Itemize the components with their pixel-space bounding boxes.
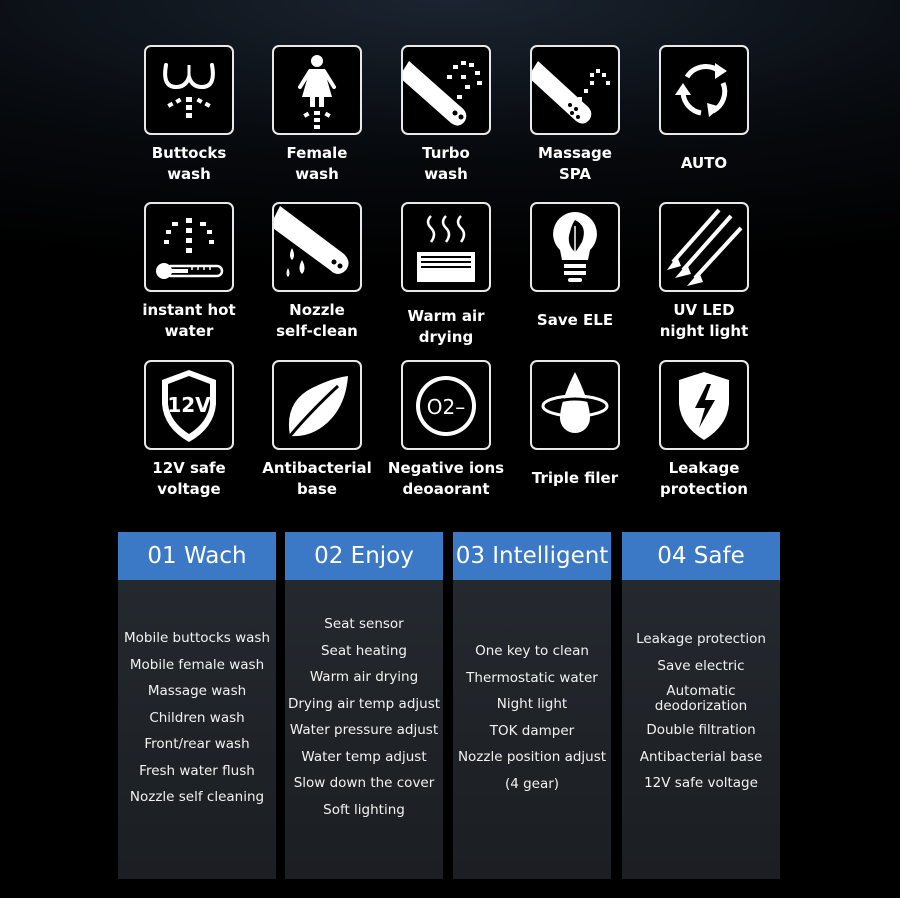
list-item: Nozzle self cleaning (129, 789, 265, 805)
list-item: Children wash (149, 709, 245, 726)
list-item: Warm air drying (309, 669, 419, 685)
list-item: Drying air temp adjust (287, 695, 441, 712)
auto-cycle-icon (659, 45, 749, 135)
list-item: Water temp adjust (301, 748, 427, 765)
uv-rays-icon (659, 202, 749, 292)
female-wash-icon (272, 45, 362, 135)
column-enjoy (285, 532, 443, 879)
column-list (285, 580, 443, 823)
list-item: (4 gear) (504, 775, 560, 792)
feature-massage-spa (511, 45, 639, 185)
feature-label: Nozzle self-clean (276, 301, 358, 340)
feature-label: Turbo wash (422, 144, 470, 183)
svg-text:12V: 12V (167, 393, 211, 417)
feature-label: Negative ions deoaorant (387, 459, 505, 498)
list-item: Double filtration (646, 722, 756, 738)
feature-antibacterial-base (253, 360, 381, 500)
feature-female-wash (253, 45, 381, 185)
nozzle-drops-icon (272, 202, 362, 292)
list-item: Automatic deodorization (654, 683, 748, 714)
feature-save-ele (511, 202, 639, 331)
list-item: One key to clean (475, 643, 589, 659)
water-drop-ring-icon (530, 360, 620, 450)
feature-auto (640, 45, 768, 174)
list-item: Massage wash (147, 683, 247, 699)
column-intelligent (453, 532, 611, 879)
list-item: TOK damper (489, 722, 575, 739)
column-list (622, 580, 780, 797)
feature-label: UV LED night light (659, 301, 749, 340)
feature-label: AUTO (680, 154, 728, 172)
lightning-shield-icon (659, 360, 749, 450)
list-item: Fresh water flush (139, 762, 255, 779)
feature-label: Female wash (286, 144, 348, 183)
svg-text:O2–: O2– (426, 395, 466, 419)
feature-buttocks-wash (125, 45, 253, 185)
feature-uv-led-night-light (640, 202, 768, 342)
feature-nozzle-self-clean (253, 202, 381, 342)
list-item: Leakage protection (636, 631, 766, 647)
list-item: Night light (496, 696, 568, 712)
thermometer-spray-icon (144, 202, 234, 292)
column-title: 04 Safe (622, 532, 780, 580)
feature-label: Buttocks wash (151, 144, 227, 183)
feature-triple-filer (511, 360, 639, 489)
list-item: Thermostatic water (466, 669, 598, 686)
list-item: Soft lighting (323, 801, 405, 818)
column-title: 02 Enjoy (285, 532, 443, 580)
massage-spa-icon (530, 45, 620, 135)
list-item: Mobile female wash (129, 656, 265, 673)
list-item: Mobile buttocks wash (123, 630, 270, 646)
list-item: Front/rear wash (144, 736, 250, 752)
list-item: Antibacterial base (639, 748, 763, 765)
feature-turbo-wash (382, 45, 510, 185)
feature-label: 12V safe voltage (152, 459, 226, 498)
leaf-bulb-icon (530, 202, 620, 292)
feature-label: Save ELE (536, 311, 614, 329)
list-item: Nozzle position adjust (457, 749, 607, 765)
feature-warm-air-drying (382, 202, 510, 348)
list-item: 12V safe voltage (644, 775, 758, 791)
feature-label: Warm air drying (407, 307, 485, 346)
feature-label: Triple filer (531, 469, 619, 487)
column-wash (118, 532, 276, 879)
column-list (453, 580, 611, 797)
column-title: 03 Intelligent (453, 532, 611, 580)
list-item: Slow down the cover (293, 775, 435, 791)
list-item: Save electric (657, 657, 745, 674)
feature-leakage-protection (640, 360, 768, 500)
feature-negative-ions (382, 360, 510, 500)
column-safe (622, 532, 780, 879)
feature-instant-hot-water (125, 202, 253, 342)
feature-label: Leakage protection (660, 459, 748, 498)
column-list (118, 580, 276, 811)
turbo-wash-icon (401, 45, 491, 135)
warm-air-heater-icon (401, 202, 491, 292)
feature-label: instant hot water (142, 301, 236, 340)
o2-circle-icon (401, 360, 491, 450)
list-item: Water pressure adjust (289, 722, 439, 738)
list-item: Seat sensor (324, 616, 404, 632)
12v-shield-icon (144, 360, 234, 450)
feature-label: Antibacterial base (262, 459, 372, 498)
column-title: 01 Wach (118, 532, 276, 580)
buttocks-wash-icon (144, 45, 234, 135)
list-item: Seat heating (320, 642, 408, 659)
feature-12v-safe-voltage (125, 360, 253, 500)
leaf-icon (272, 360, 362, 450)
feature-label: Massage SPA (538, 144, 612, 183)
